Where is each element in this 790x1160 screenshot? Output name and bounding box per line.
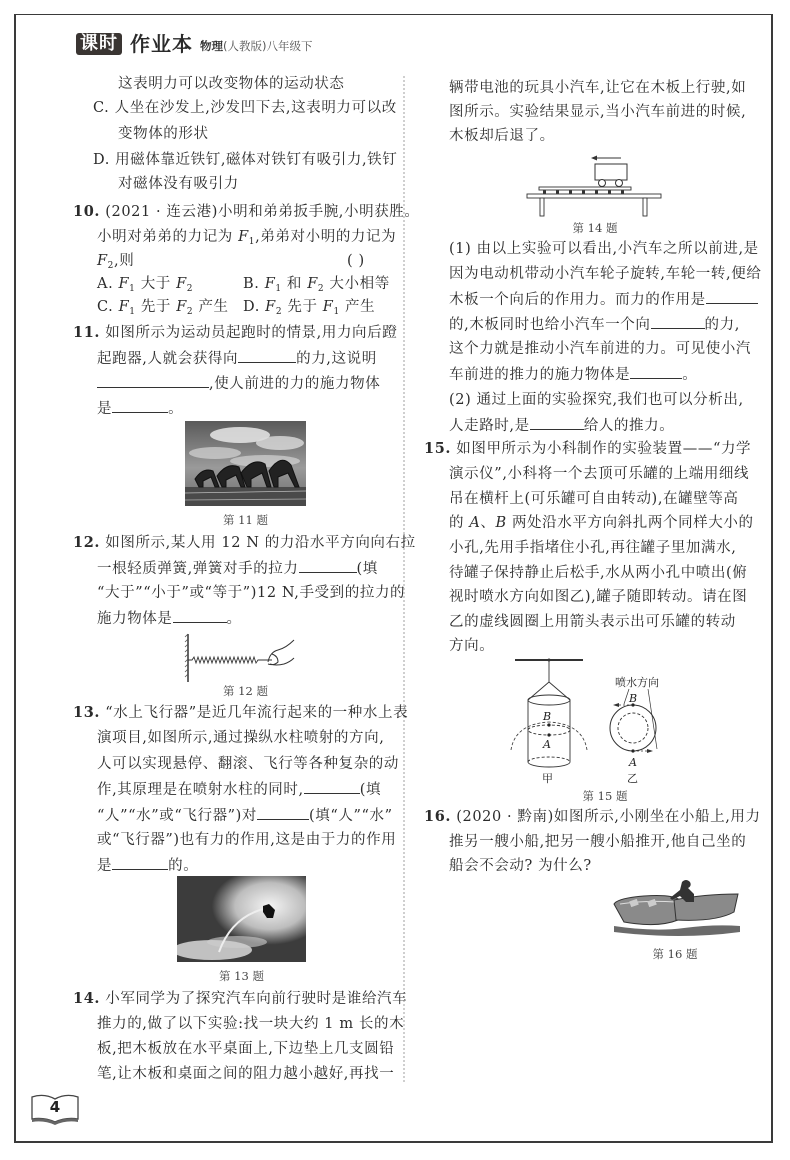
option-label: C.: [93, 100, 110, 116]
text: 人走路时,是: [449, 418, 530, 434]
question-number: 11.: [73, 324, 101, 341]
q13-line4: [97, 779, 381, 800]
q9-option-d: [93, 150, 397, 170]
answer-blank[interactable]: [97, 373, 209, 388]
text: 产生: [339, 299, 376, 315]
option-label: C.: [97, 299, 114, 315]
q10-option-b[interactable]: [243, 274, 390, 299]
q10-option-a[interactable]: [97, 274, 193, 299]
spray-direction-label: 喷水方向: [615, 676, 659, 689]
var-f: F: [322, 299, 334, 315]
text: 给人的推力。: [583, 418, 675, 434]
sub: 1: [129, 307, 136, 317]
q11-line4: [97, 398, 183, 419]
question-number: 14.: [73, 990, 101, 1007]
figure-11-sprinters-photo: [185, 421, 306, 506]
figure-label-jia: 甲: [542, 772, 553, 785]
table-top: [527, 194, 661, 198]
var-f: F: [176, 299, 187, 315]
q14-part1-line6: [449, 364, 697, 385]
text: “人”“水”或“飞行器”)对: [97, 808, 258, 824]
q13-line2: 演项目,如图所示,通过操纵水柱喷射的方向,: [97, 730, 385, 746]
q15-line9: 方向。: [449, 638, 495, 654]
question-number: 15.: [424, 440, 452, 457]
column-divider: [403, 76, 405, 1082]
q14-part2-line1: (2) 通过上面的实验探究,我们也可以分析出,: [449, 392, 744, 408]
q12-line4: [97, 608, 242, 629]
q10-answer-paren[interactable]: ( ): [347, 253, 365, 269]
question-number: 12.: [73, 534, 101, 551]
answer-blank[interactable]: [238, 348, 296, 363]
q16-line2: 推另一艘小船,把另一艘小船推开,他自己坐的: [449, 834, 747, 850]
option-text: 人坐在沙发上,沙发凹下去,这表明力可以改: [114, 100, 397, 116]
text: 施力物体是: [97, 611, 173, 627]
figure-11-caption: 第 11 题: [223, 513, 268, 527]
question-number: 13.: [73, 704, 101, 721]
text: 木板一个向后的作用力。而力的作用是: [449, 292, 706, 308]
answer-blank[interactable]: [112, 398, 168, 413]
q16-line3: 船会不会动? 为什么?: [449, 858, 592, 874]
figure-16-caption: 第 16 题: [652, 947, 698, 961]
text: 的。: [168, 858, 199, 874]
option-label: D.: [243, 299, 260, 315]
hand: [268, 640, 294, 665]
text: ,使人前进的力的施力物体: [209, 376, 381, 392]
sub: 2: [275, 307, 283, 317]
series-logo: 课时: [76, 33, 122, 55]
page-number: 4: [49, 1098, 61, 1116]
var-f: F: [176, 276, 187, 292]
boat-left: [614, 896, 680, 925]
question-number: 16.: [424, 808, 452, 825]
var-a: A: [469, 515, 481, 531]
text: 、: [480, 515, 496, 531]
q14-line1: [73, 989, 407, 1009]
text: 的力,: [704, 317, 740, 333]
var-f: F: [118, 276, 130, 292]
q10-option-d[interactable]: [243, 297, 375, 322]
q15-line3: 吊在横杆上(可乐罐可自由转动),在罐壁等高: [449, 491, 739, 507]
q14-line2: 推力的,做了以下实验:找一块大约 1 m 长的木: [97, 1016, 405, 1032]
figure-16-boats-illustration: [612, 878, 742, 938]
q14-part1-line1: (1) 由以上实验可以看出,小汽车之所以前进,是: [449, 241, 759, 257]
q11-line2: [97, 348, 377, 369]
q10-option-c[interactable]: [97, 297, 229, 322]
q15-line2: 演示仪”,小科将一个去顶可乐罐的上端用细线: [449, 466, 750, 482]
question-text: (2021 · 连云港)小明和弟弟扳手腕,小明获胜。: [105, 204, 420, 220]
subject-info: [200, 38, 312, 54]
answer-blank[interactable]: [112, 855, 168, 870]
point-b-label: B: [543, 710, 552, 723]
q11-line3: [97, 373, 380, 394]
q14-line3: 板,把木板放在水平桌面上,下边垫上几支圆铅: [97, 1041, 395, 1057]
q15-line7: 视时喷水方向如图乙),罐子随即转动。请在图: [449, 589, 748, 605]
q14-part1-line4: [449, 314, 740, 335]
text: 起跑器,人就会获得向: [97, 351, 239, 367]
q15-line1: [424, 439, 751, 459]
question-text: (2020 · 黔南)如图所示,小刚坐在小船上,用力: [456, 809, 761, 825]
q14-part1-line3: [449, 289, 758, 310]
subject-name: 物理: [200, 39, 223, 53]
text: (填: [356, 561, 378, 577]
question-text: 如图所示为运动员起跑时的情景,用力向后蹬: [105, 325, 398, 341]
text: 。: [168, 401, 184, 417]
pencils: [543, 191, 624, 194]
answer-blank[interactable]: [706, 289, 758, 304]
figure-14-car-on-board-diagram: [525, 152, 667, 218]
var-f: F: [97, 253, 108, 269]
text: 的力,这说明: [296, 351, 377, 367]
text: 。: [226, 611, 242, 627]
text: 先于: [282, 299, 323, 315]
q13-line6: 或“飞行器”)也有力的作用,这是由于力的作用: [97, 832, 397, 848]
var-f: F: [118, 299, 130, 315]
sub: 1: [333, 307, 340, 317]
var-f: F: [264, 276, 276, 292]
figure-15-caption: 第 15 题: [582, 789, 628, 803]
point-a-label: A: [543, 738, 551, 751]
answer-blank[interactable]: [173, 608, 227, 623]
text: 先于: [135, 299, 177, 315]
q13-line3: 人可以实现悬停、翻滚、飞行等各种复杂的动: [97, 756, 399, 772]
series-title: 作业本: [130, 32, 193, 56]
sub: 1: [248, 237, 256, 247]
option-label: A.: [97, 276, 114, 292]
var-f: F: [265, 299, 276, 315]
q11-line1: [73, 323, 397, 343]
q14-line4: 笔,让木板和桌面之间的阻力越小越好,再找一: [97, 1066, 395, 1082]
figure-15-cola-can-diagram: [505, 652, 685, 792]
q13-line7: [97, 855, 198, 876]
var-f: F: [238, 229, 249, 245]
question-text: “水上飞行器”是近几年流行起来的一种水上表: [105, 705, 409, 721]
toy-car: [595, 164, 627, 180]
text: 小明对弟弟的力记为: [97, 229, 239, 245]
figure-12-caption: 第 12 题: [223, 684, 268, 698]
question-text: 如图甲所示为小科制作的实验装置——“力学: [456, 441, 752, 457]
answer-blank[interactable]: [299, 558, 357, 573]
q14-cont-line1: 辆带电池的玩具小汽车,让它在木板上行驶,如: [449, 80, 747, 96]
q16-line1: [424, 807, 761, 827]
q13-line1: [73, 703, 408, 723]
answer-blank[interactable]: [304, 779, 360, 794]
q12-line2: [97, 558, 378, 579]
q13-line5: [97, 805, 393, 826]
text: 产生: [193, 299, 229, 315]
figure-label-yi: 乙: [627, 772, 638, 785]
sub: 2: [317, 284, 325, 294]
spring: [188, 657, 272, 663]
option-label: B.: [243, 276, 260, 292]
text: 是: [97, 401, 113, 417]
figure-12-spring-diagram: [180, 632, 310, 684]
figure-14-caption: 第 14 题: [572, 221, 618, 235]
text: 大小相等: [324, 276, 390, 292]
text: 大于: [135, 276, 177, 292]
text: ,弟弟对小明的力记为: [255, 229, 397, 245]
q15-line6: 待罐子保持静止后松手,水从两小孔中喷出(俯: [449, 565, 748, 581]
grade: 八年级下: [266, 39, 313, 53]
sub: 2: [186, 284, 194, 294]
text: 车前进的推力的施力物体是: [449, 367, 631, 383]
option-text: 用磁体靠近铁钉,磁体对铁钉有吸引力,铁钉: [115, 152, 398, 168]
q15-line5: 小孔,先用手指堵住小孔,再往罐子里加满水,: [449, 540, 737, 556]
q14-part2-line2: [449, 415, 674, 436]
q10-line2: [97, 227, 396, 252]
q9-option-c: [93, 98, 397, 118]
sub: 2: [186, 307, 194, 317]
q14-part1-line5: 这个力就是推动小汽车前进的力。可见使小汽: [449, 341, 751, 357]
text: (填“人”“水”: [309, 808, 393, 824]
q9-option-d-line2: 对磁体没有吸引力: [118, 176, 239, 192]
answer-blank[interactable]: [257, 805, 309, 820]
var-b: B: [495, 515, 507, 531]
board: [539, 187, 631, 190]
q14-part1-line2: 因为电动机带动小汽车轮子旋转,车轮一转,便给: [449, 266, 762, 282]
figure-13-caption: 第 13 题: [219, 969, 264, 983]
q14-cont-line3: 木板却后退了。: [449, 128, 555, 144]
text: 和: [281, 276, 308, 292]
text: ,则: [114, 253, 135, 269]
q12-line3: “大于”“小于”或“等于”)12 N,手受到的拉力的: [97, 585, 406, 601]
answer-blank[interactable]: [651, 314, 705, 329]
answer-blank[interactable]: [530, 415, 584, 430]
option-label: D.: [93, 152, 110, 168]
text: 的: [449, 515, 470, 531]
text: 。: [682, 367, 698, 383]
top-view-point-a: A: [629, 756, 637, 769]
text: 是: [97, 858, 113, 874]
question-text: 如图所示,某人用 12 N 的力沿水平方向向右拉: [105, 535, 416, 551]
sub: 2: [107, 261, 114, 271]
text: 的,木板同时也给小汽车一个向: [449, 317, 651, 333]
q9-option-c-line2: 变物体的形状: [118, 126, 209, 142]
figure-13-water-flyer-photo: [177, 876, 306, 962]
q14-cont-line2: 图所示。实验结果显示,当小汽车前进的时候,: [449, 104, 747, 120]
q10-line3: [97, 251, 134, 276]
sub: 1: [275, 284, 282, 294]
text: 两处沿水平方向斜扎两个同样大小的: [506, 515, 754, 531]
sub: 1: [129, 284, 136, 294]
edition: (人教版): [223, 39, 267, 53]
q12-line1: [73, 533, 416, 553]
text: 一根轻质弹簧,弹簧对手的拉力: [97, 561, 299, 577]
top-view-point-b: B: [629, 692, 638, 705]
answer-blank[interactable]: [630, 364, 682, 379]
dashed-circle: [618, 713, 648, 743]
q15-line4: [449, 513, 754, 533]
q9-option-b-tail: 这表明力可以改变物体的运动状态: [118, 76, 345, 92]
question-number: 10.: [73, 203, 101, 220]
q10-line1: [73, 202, 420, 222]
question-text: 小军同学为了探究汽车向前行驶时是谁给汽车: [105, 991, 408, 1007]
q15-line8: 乙的虚线圆圈上用箭头表示出可乐罐的转动: [449, 614, 736, 630]
text: (填: [359, 782, 382, 798]
var-f: F: [307, 276, 318, 292]
text: 作,其原理是在喷射水柱的同时,: [97, 782, 304, 798]
